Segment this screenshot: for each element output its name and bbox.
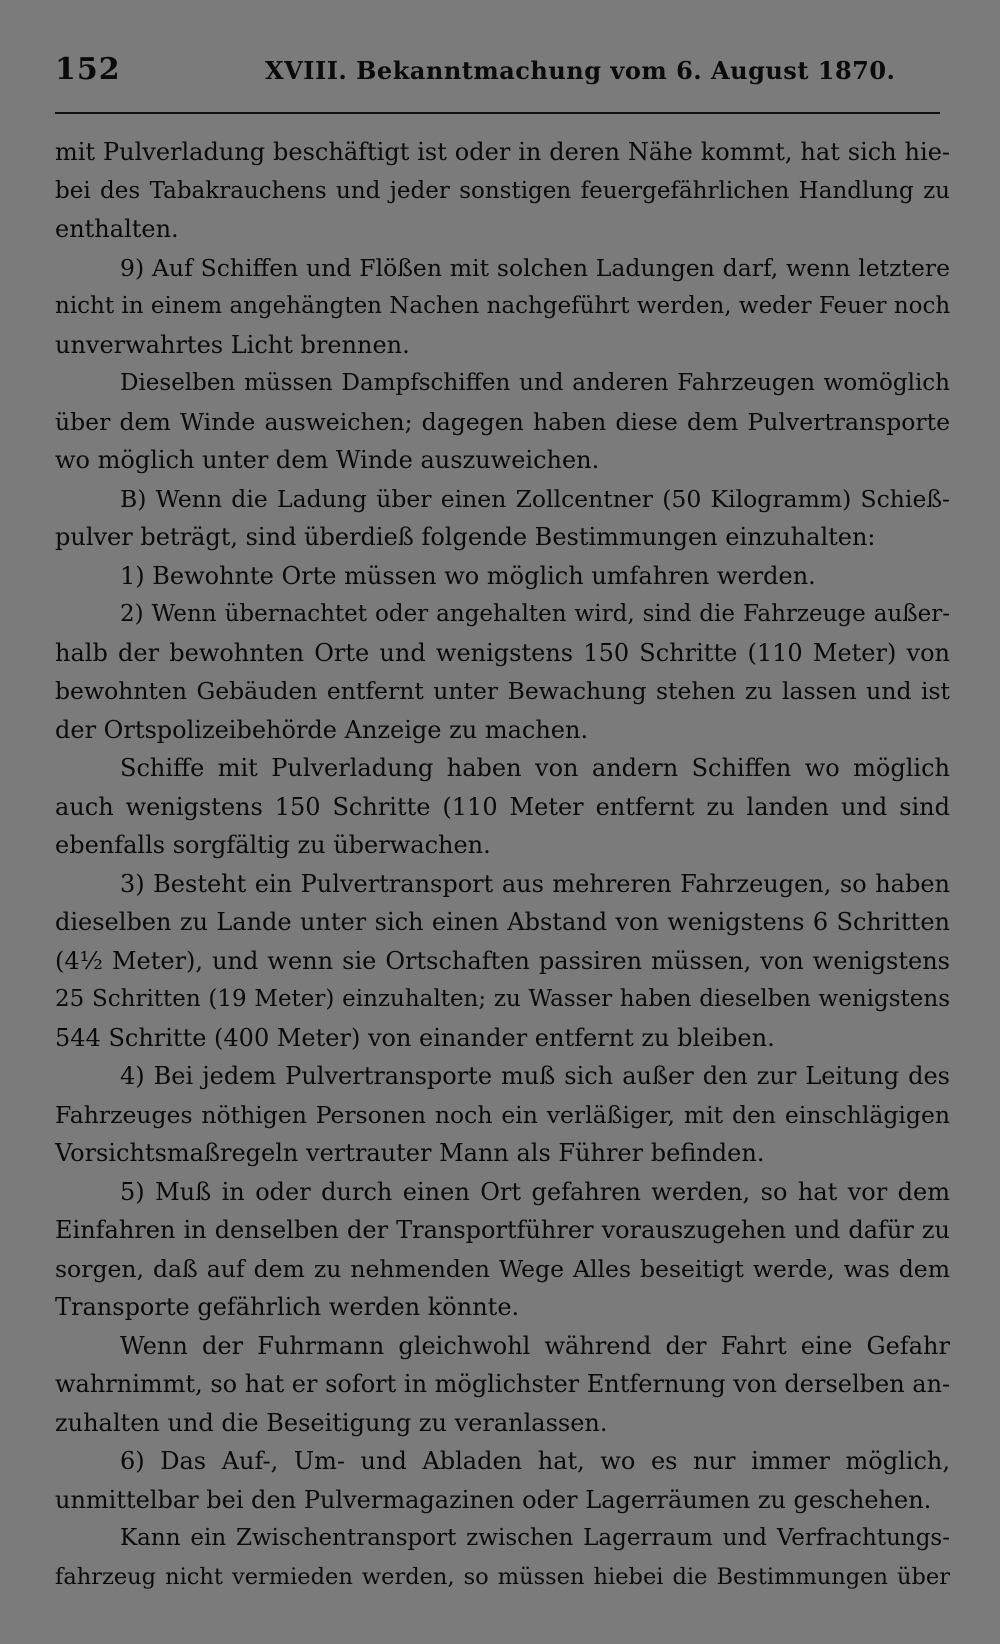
text-line: (4½ Meter), und wenn sie Ortschaften passiren müssen, von wenigstens: [55, 946, 950, 975]
text-line: ebenfalls sorgfältig zu überwachen.: [55, 831, 491, 859]
text-line: dieselben zu Lande unter sich einen Abstand von wenigstens 6 Schritten: [55, 908, 950, 936]
text-line: Kann ein Zwischentransport zwischen Lagerraum und Verfrachtungs-: [120, 1525, 950, 1551]
text-line: 5) Muß in oder durch einen Ort gefahren werden, so hat vor dem: [120, 1177, 950, 1206]
text-line: Vorsichtsmaßregeln vertrauter Mann als Führer befinden.: [55, 1139, 765, 1167]
text-line: mit Pulverladung beschäftigt ist oder in deren Nähe kommt, hat sich hie-: [55, 138, 950, 166]
text-line: Einfahren in denselben der Transportführer vorauszugehen und dafür zu: [55, 1216, 950, 1244]
text-line: 6) Das Auf-, Um- und Abladen hat, wo es nur immer möglich,: [120, 1447, 950, 1475]
text-line: wo möglich unter dem Winde auszuweichen.: [55, 446, 600, 474]
text-line: unverwahrtes Licht brennen.: [55, 330, 410, 359]
text-line: auch wenigstens 150 Schritte (110 Meter entfernt zu landen und sind: [55, 792, 950, 821]
running-head: XVIII. Bekanntmachung vom 6. August 1870.: [265, 56, 896, 85]
text-line: sorgen, daß auf dem zu nehmenden Wege Alles beseitigt werde, was dem: [55, 1254, 950, 1283]
text-line: nicht in einem angehängten Nachen nachgeführt werden, weder Feuer noch: [55, 293, 951, 319]
text-line: unmittelbar bei den Pulvermagazinen oder Lagerräumen zu geschehen.: [55, 1485, 932, 1514]
text-line: bewohnten Gebäuden entfernt unter Bewachung stehen zu lassen und ist: [55, 677, 950, 705]
text-line: über dem Winde ausweichen; dagegen haben diese dem Pulvertransporte: [55, 407, 950, 436]
text-line: halb der bewohnten Orte und wenigstens 150 Schritte (110 Meter) von: [55, 638, 950, 667]
header-rule: [55, 112, 940, 114]
text-line: fahrzeug nicht vermieden werden, so müssen hiebei die Bestimmungen über: [55, 1563, 950, 1590]
text-line: bei des Tabakrauchens und jeder sonstigen feuergefährlichen Handlung zu: [55, 177, 950, 204]
page-header: [55, 46, 950, 96]
text-line: Transporte gefährlich werden könnte.: [55, 1293, 520, 1321]
text-line: Dieselben müssen Dampfschiffen und anderen Fahrzeugen womöglich: [120, 370, 950, 396]
text-line: pulver beträgt, sind überdieß folgende Bestimmungen einzuhalten:: [55, 523, 876, 551]
text-line: wahrnimmt, so hat er sofort in möglichster Entfernung von derselben an-: [55, 1370, 951, 1398]
text-line: 25 Schritten (19 Meter) einzuhalten; zu Wasser haben dieselben wenigstens: [55, 986, 950, 1012]
page-number: 152: [55, 52, 121, 87]
body-text: [55, 133, 950, 1596]
text-line: enthalten.: [55, 215, 179, 243]
text-line: 4) Bei jedem Pulvertransporte muß sich außer den zur Leitung des: [120, 1062, 950, 1090]
text-line: 1) Bewohnte Orte müssen wo möglich umfahren werden.: [120, 561, 816, 590]
text-line: zuhalten und die Beseitigung zu veranlassen.: [55, 1408, 608, 1437]
text-line: Schiffe mit Pulverladung haben von andern Schiffen wo möglich: [120, 754, 950, 782]
text-line: 544 Schritte (400 Meter) von einander entfernt zu bleiben.: [55, 1023, 775, 1052]
text-line: B) Wenn die Ladung über einen Zollcentner (50 Kilogramm) Schieß-: [120, 484, 950, 513]
text-line: der Ortspolizeibehörde Anzeige zu machen.: [55, 715, 589, 744]
text-line: Fahrzeuges nöthigen Personen noch ein verläßiger, mit den einschlägigen: [55, 1100, 950, 1129]
text-line: 3) Besteht ein Pulvertransport aus mehreren Fahrzeugen, so haben: [120, 869, 950, 898]
text-line: 9) Auf Schiffen und Flößen mit solchen Ladungen darf, wenn letztere: [120, 253, 950, 282]
text-line: Wenn der Fuhrmann gleichwohl während der Fahrt eine Gefahr: [120, 1331, 950, 1360]
text-line: 2) Wenn übernachtet oder angehalten wird, sind die Fahrzeuge außer-: [120, 601, 950, 627]
